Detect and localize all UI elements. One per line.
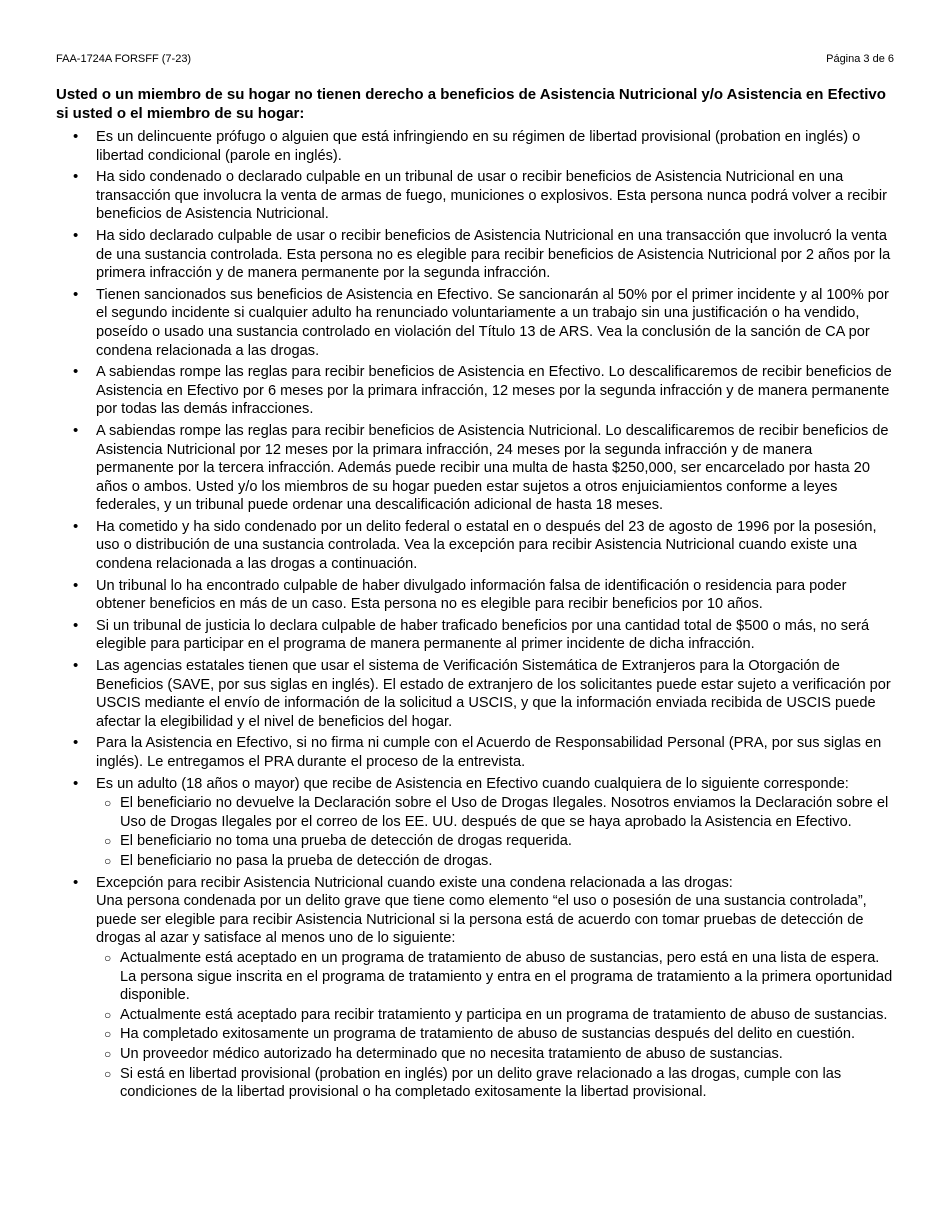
list-item <box>56 657 894 731</box>
list-item <box>56 734 894 771</box>
list-item <box>56 168 894 224</box>
list-item <box>56 128 894 165</box>
list-item-text: Un tribunal lo ha encontrado culpable de haber divulgado información falsa de identificación o residencia para poder obtener beneficios en más de un caso. Esta persona no es elegible para recibir beneficios por 10 años. <box>96 577 847 613</box>
list-item <box>56 617 894 654</box>
sub-list <box>96 794 894 870</box>
list-item-text: Para la Asistencia en Efectivo, si no firma ni cumple con el Acuerdo de Responsabilidad Personal (PRA, por sus siglas en inglés). Le entregamos el PRA durante el proceso de la entrevista. <box>96 735 882 770</box>
section-heading: Usted o un miembro de su hogar no tienen derecho a beneficios de Asistencia Nutricional y/o Asistencia en Efectivo si usted o el miembro de su hogar: <box>56 86 886 122</box>
page-number: Página 3 de 6 <box>826 53 894 65</box>
sub-list-item: ○ Un proveedor médico autorizado ha determinado que no necesita tratamiento de abuso de sustancias. <box>96 1045 894 1064</box>
list-item <box>56 286 894 360</box>
list-item-text: Tienen sancionados sus beneficios de Asistencia en Efectivo. Se sancionarán al 50% por el primer incidente y al 100% por el segundo incidente si cualquier adulto ha renunciado voluntariamente a un trabajo sin una justificación o ha vendido, poseído o usado una sustancia controlado en violación del Título 13 de ARS. Vea la conclusión de la sanción de CA por condena relacionada a las drogas. <box>96 286 889 359</box>
list-item-text: Es un adulto (18 años o mayor) que recibe de Asistencia en Efectivo cuando cualquiera de lo siguiente corresponde: <box>96 775 849 792</box>
list-item-text: Ha cometido y ha sido condenado por un delito federal o estatal en o después del 23 de agosto de 1996 por la posesión, uso o distribución de una sustancia controlada. Vea la excepción para recibir Asistencia Nutricional cuando existe una condena relacionada a las drogas a continuación. <box>96 518 877 573</box>
list-item-text: A sabiendas rompe las reglas para recibir beneficios de Asistencia en Efectivo. Lo descalificaremos de recibir beneficios de Asistencia en Efectivo por 6 meses por la primara infracción, 12 meses por la segunda infracción y de manera permanente por todas las demás infracciones. <box>96 364 892 418</box>
form-id: FAA-1724A FORSFF (7-23) <box>56 53 192 65</box>
page-header <box>56 52 894 66</box>
list-item <box>56 874 894 1102</box>
ineligibility-list <box>56 128 894 1102</box>
list-item-text: Es un delincuente prófugo o alguien que está infringiendo en su régimen de libertad provisional (probation en inglés) o libertad condicional (parole en inglés). <box>96 129 861 164</box>
list-item-text: Ha sido declarado culpable de usar o recibir beneficios de Asistencia Nutricional en una transacción que involucró la venta de una sustancia controlada. Esta persona no es elegible para recibir beneficios de Asistencia Nutricional por 2 años por la primera infracción y de manera permanente por la segunda infracción. <box>96 227 891 282</box>
list-item-text: • Excepción para recibir Asistencia Nutricional cuando existe una condena relacionada a las drogas: <box>96 874 733 891</box>
list-item-text: A sabiendas rompe las reglas para recibir beneficios de Asistencia Nutricional. Lo descalificaremos de recibir beneficios de Asistencia Nutricional por 12 meses por la primara infracción, 24 meses por la segunda infracción y de manera permanente por la tercera infracción. Además puede recibir una multa de hasta $250,000, ser encarcelado por hasta 20 años o ambos. Usted y/o los miembros de su hogar pueden estar sujetos a otros enjuiciamientos conforme a leyes federales, y un tribunal puede ordenar una descalificación adicional de hasta 18 meses. <box>96 422 889 514</box>
list-item-text: Las agencias estatales tienen que usar el sistema de Verificación Sistemática de Extranjeros para la Otorgación de Beneficios (SAVE, por sus siglas en inglés). El estado de extranjero de los solicitantes puede estar sujeto a verificación por USCIS mediante el envío de información de la solicitud a USCIS, y que la información enviada recibida de USCIS puede afectar la elegibilidad y el nivel de beneficios del hogar. <box>96 658 891 730</box>
sub-list-item: ○ El beneficiario no toma una prueba de detección de drogas requerida. <box>96 832 894 851</box>
exception-paragraph: Una persona condenada por un delito grave que tiene como elemento “el uso o posesión de una sustancia controlada”, puede ser elegible para recibir Asistencia Nutricional si la persona está de acuerdo con tomar pruebas de detección de drogas al azar y satisface al menos uno de lo siguiente: <box>96 893 867 947</box>
sub-list-item: ○ El beneficiario no devuelve la Declaración sobre el Uso de Drogas Ilegales. Nosotros enviamos la Declaración sobre el Uso de Drogas Ilegales por el correo de los EE. UU. después de que se haya aprobado la Asistencia en Efectivo. <box>96 794 894 831</box>
list-item <box>56 518 894 574</box>
sub-list <box>96 949 894 1102</box>
list-item <box>56 775 894 871</box>
sub-list-item: ○ Actualmente está aceptado en un programa de tratamiento de abuso de sustancias, pero está en una lista de espera. La persona sigue inscrita en el programa de tratamiento y entra en el programa de tratamiento a la primera oportunidad disponible. <box>96 949 894 1005</box>
sub-list-item: ○ Si está en libertad provisional (probation en inglés) por un delito grave relacionado a las drogas, cumple con las condiciones de la libertad provisional o ha completado exitosamente la libertad provisional. <box>96 1065 894 1102</box>
list-item <box>56 577 894 614</box>
list-item <box>56 422 894 515</box>
list-item-text: Ha sido condenado o declarado culpable en un tribunal de usar o recibir beneficios de Asistencia Nutricional en una transacción que involucra la venta de armas de fuego, municiones o explosivos. Esta persona nunca podrá volver a recibir beneficios de Asistencia Nutricional. <box>96 169 887 223</box>
list-item-text: Si un tribunal de justicia lo declara culpable de haber traficado beneficios por una cantidad total de $500 o más, no será elegible para participar en el programa de manera permanente al primer incidente de dicha infracción. <box>96 617 870 653</box>
sub-list-item: ○ Actualmente está aceptado para recibir tratamiento y participa en un programa de tratamiento de abuso de sustancias. <box>96 1006 894 1025</box>
sub-list-item: ○ Ha completado exitosamente un programa de tratamiento de abuso de sustancias después del delito en cuestión. <box>96 1025 894 1044</box>
list-item <box>56 227 894 283</box>
list-item <box>56 363 894 419</box>
sub-list-item: ○ El beneficiario no pasa la prueba de detección de drogas. <box>96 852 894 871</box>
